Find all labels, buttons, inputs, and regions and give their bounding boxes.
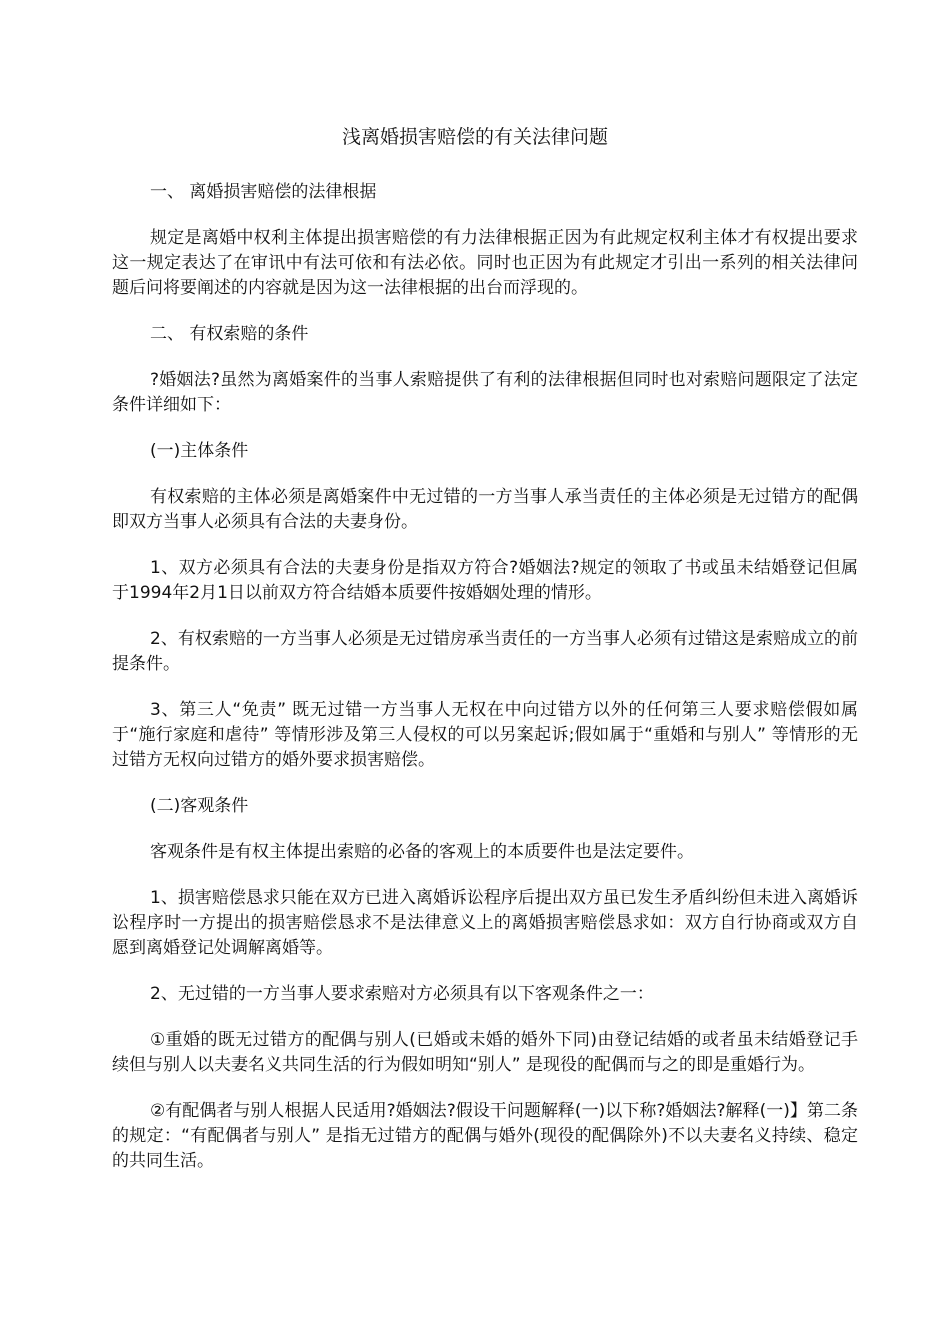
paragraph: 规定是离婚中权利主体提出损害赔偿的有力法律根据正因为有此规定权利主体才有权提出要求这一规定表达了在审讯中有法可依和有法必依。同时也正因为有此规定才引出一系列的相关法律问题后问将要阐述的内容就是因为这一法律根据的出台而浮现的。 <box>112 228 858 298</box>
paragraph: ①重婚的既无过错方的配偶与别人(已婚或未婚的婚外下同)由登记结婚的或者虽未结婚登记手续但与别人以夫妻名义共同生活的行为假如明知“别人” 是现役的配偶而与之的即是重婚行为。 <box>112 1030 858 1075</box>
document-body <box>112 180 858 1174</box>
paragraph: ②有配偶者与别人根据人民适用?婚姻法?假设干问题解释(一)以下称?婚姻法?解释(一)】第二条的规定：“有配偶者与别人” 是指无过错方的配偶与婚外(现役的配偶除外)不以夫妻名义持续、稳定的共同生活。 <box>112 1101 858 1171</box>
document-title: 浅离婚损害赔偿的有关法律问题 <box>341 126 608 148</box>
paragraph: 有权索赔的主体必须是离婚案件中无过错的一方当事人承当责任的主体必须是无过错方的配偶即双方当事人必须具有合法的夫妻身份。 <box>112 487 858 532</box>
paragraph: 2、有权索赔的一方当事人必须是无过错房承当责任的一方当事人必须有过错这是索赔成立的前提条件。 <box>112 629 858 674</box>
paragraph: 3、第三人“免责” 既无过错一方当事人无权在中向过错方以外的任何第三人要求赔偿假如属于“施行家庭和虐待” 等情形涉及第三人侵权的可以另案起诉;假如属于“重婚和与别人” 等情形的无过错方无权向过错方的婚外要求损害赔偿。 <box>112 700 858 770</box>
paragraph: ?婚姻法?虽然为离婚案件的当事人索赔提供了有利的法律根据但同时也对索赔问题限定了法定条件详细如下： <box>112 370 858 415</box>
paragraph: 1、损害赔偿恳求只能在双方已进入离婚诉讼程序后提出双方虽已发生矛盾纠纷但未进入离婚诉讼程序时一方提出的损害赔偿恳求不是法律意义上的离婚损害赔偿恳求如：双方自行协商或双方自愿到离婚登记处调解离婚等。 <box>112 888 858 958</box>
section-heading-2: 二、 有权索赔的条件 <box>150 324 309 344</box>
subsection-heading-objective: (二)客观条件 <box>150 796 249 816</box>
paragraph: 1、双方必须具有合法的夫妻身份是指双方符合?婚姻法?规定的领取了书或虽未结婚登记但属于1994年2月1日以前双方符合结婚本质要件按婚姻处理的情形。 <box>112 558 858 603</box>
section-heading-1: 一、 离婚损害赔偿的法律根据 <box>150 182 377 202</box>
subsection-heading-subject: (一)主体条件 <box>150 441 249 461</box>
paragraph: 客观条件是有权主体提出索赔的必备的客观上的本质要件也是法定要件。 <box>150 842 694 862</box>
paragraph: 2、无过错的一方当事人要求索赔对方必须具有以下客观条件之一： <box>150 984 654 1004</box>
